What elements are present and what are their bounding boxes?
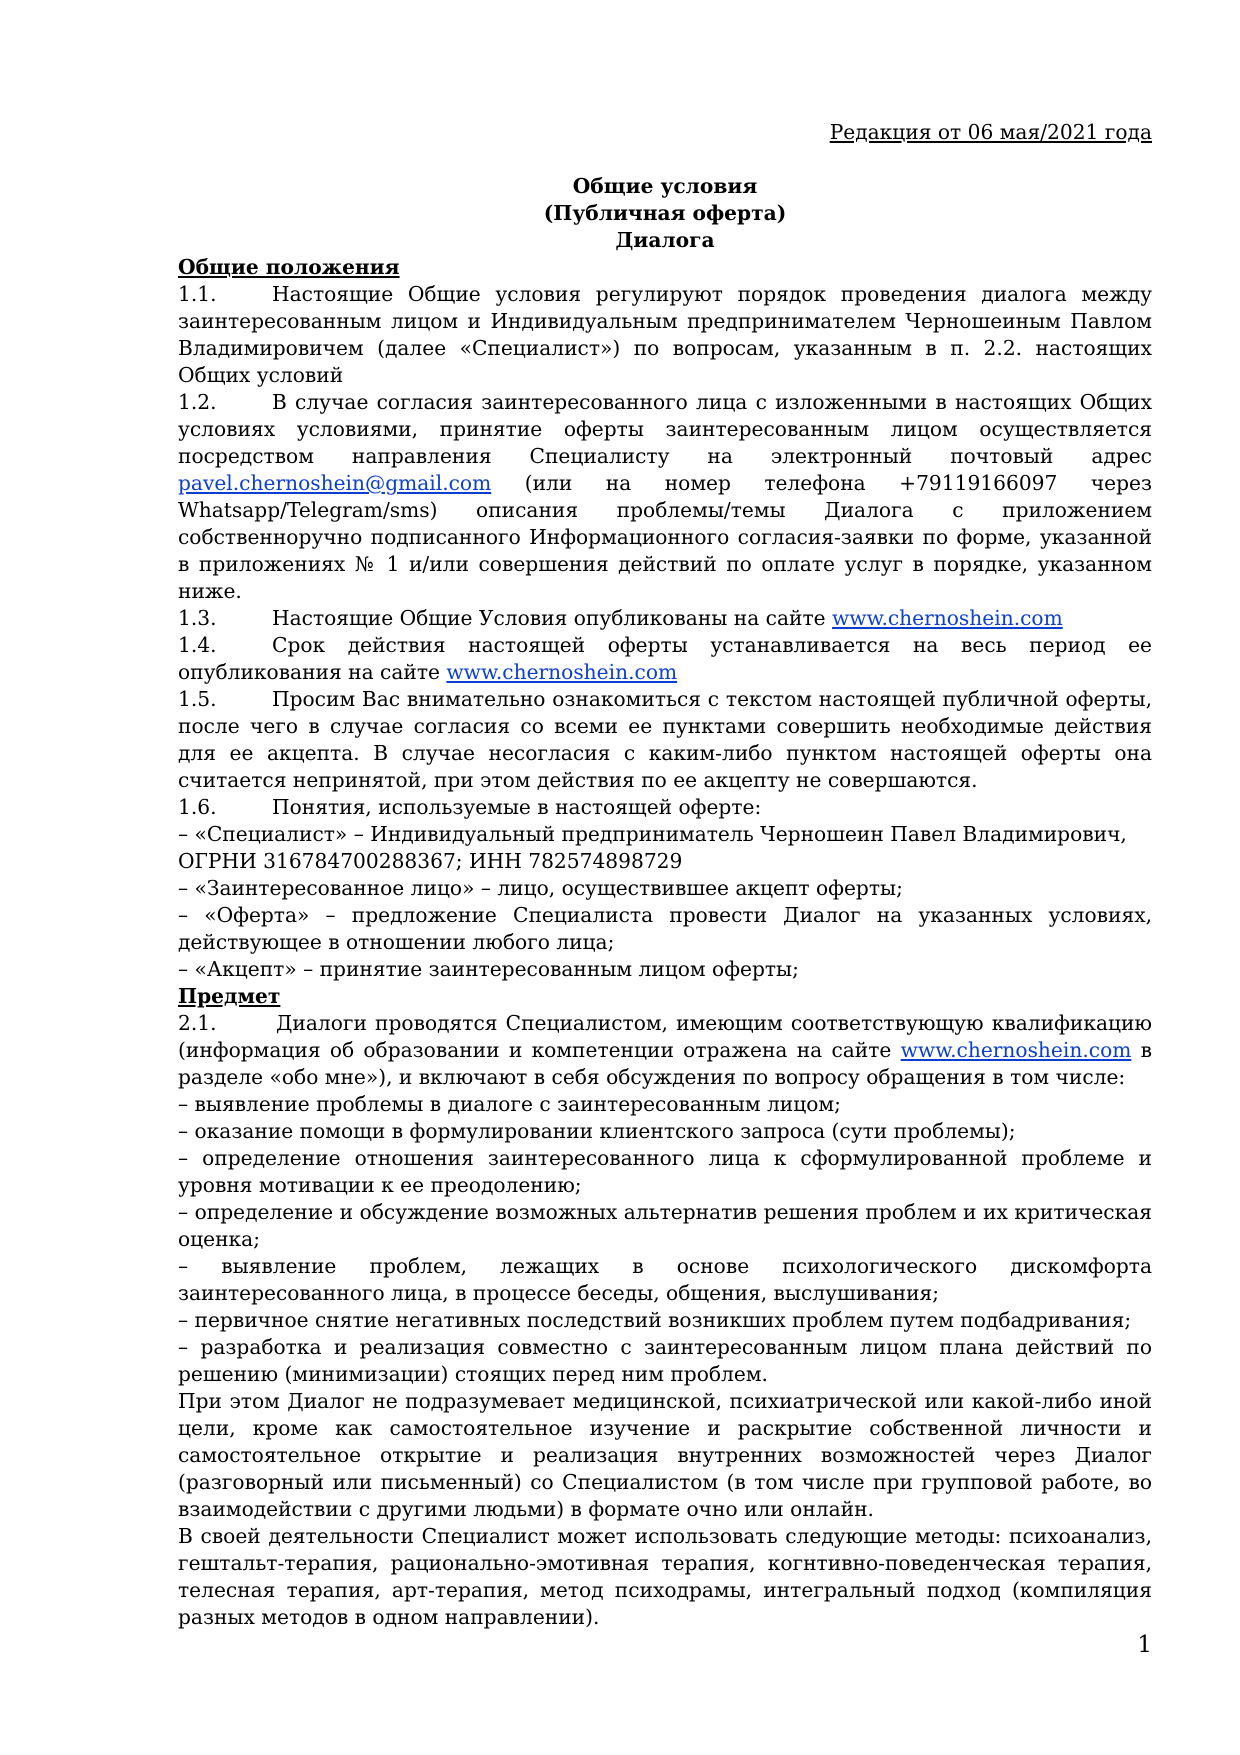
definition-acceptance: – «Акцепт» – принятие заинтересованным лицом оферты; xyxy=(178,957,799,981)
list-item: – определение и обсуждение возможных альтернатив решения проблем и их критическая оценка; xyxy=(178,1200,1152,1251)
clause-1-6: 1.6. Понятия, используемые в настоящей оферте: xyxy=(178,795,762,819)
list-item: – разработка и реализация совместно с заинтересованным лицом плана действий по решению (минимизации) стоящих перед ним проблем. xyxy=(178,1335,1152,1386)
definition-specialist-ids: ОГРНИ 316784700288367; ИНН 782574898729 xyxy=(178,849,683,873)
clause-1-4: 1.4. Срок действия настоящей оферты устанавливается на весь период ее опубликования на сайте www.chernoshein.com xyxy=(178,633,1152,684)
list-item: – оказание помощи в формулировании клиентского запроса (сути проблемы); xyxy=(178,1119,1016,1143)
definition-specialist: – «Специалист» – Индивидуальный предприниматель Черношеин Павел Владимирович, xyxy=(178,822,1127,846)
section-heading-general: Общие положения xyxy=(178,255,400,279)
clause-1-3: 1.3. Настоящие Общие Условия опубликованы на сайте www.chernoshein.com xyxy=(178,606,1063,630)
website-link[interactable]: www.chernoshein.com xyxy=(832,606,1063,630)
section-heading-subject: Предмет xyxy=(178,984,281,1008)
email-link[interactable]: pavel.chernoshein@gmail.com xyxy=(178,471,492,495)
list-item: – определение отношения заинтересованного лица к сформулированной проблеме и уровня мотивации к ее преодолению; xyxy=(178,1146,1152,1197)
website-link[interactable]: www.chernoshein.com xyxy=(446,660,678,684)
title-line-3: Диалога xyxy=(615,228,715,252)
paragraph-dialog-purpose: При этом Диалог не подразумевает медицинской, психиатрической или какой-либо иной цели, кроме как самостоятельное изучение и раскрытие собственной личности и самостоятельное открытие и реализация внутренних возможностей через Диалог (разговорный или письменный) со Специалистом (в том числе при групповой работе, во взаимодействии с другими людьми) в формате очно или онлайн. xyxy=(178,1389,1152,1521)
document-title xyxy=(178,173,1152,254)
clause-2-1: 2.1. Диалоги проводятся Специалистом, имеющим соответствующую квалификацию (информация об образовании и компетенции отражена на сайте www.chernoshein.com в разделе «обо мне»), и включают в себя обсуждения по вопросу обращения в том числе: xyxy=(178,1011,1153,1089)
definition-offer: – «Оферта» – предложение Специалиста провести Диалог на указанных условиях, действующее в отношении любого лица; xyxy=(178,903,1152,954)
list-item: – выявление проблем, лежащих в основе психологического дискомфорта заинтересованного лица, в процессе беседы, общения, выслушивания; xyxy=(178,1254,1152,1305)
clause-1-5: 1.5. Просим Вас внимательно ознакомиться с текстом настоящей публичной оферты, после чего в случае согласия со всеми ее пунктами совершить необходимые действия для ее акцепта. В случае несогласия с каким-либо пунктом настоящей оферты она считается непринятой, при этом действия по ее акцепту не совершаются. xyxy=(178,687,1152,792)
definition-interested-person: – «Заинтересованное лицо» – лицо, осуществившее акцепт оферты; xyxy=(178,876,903,900)
list-item: – выявление проблемы в диалоге с заинтересованным лицом; xyxy=(178,1092,841,1116)
website-link[interactable]: www.chernoshein.com xyxy=(900,1038,1132,1062)
paragraph-methods: В своей деятельности Специалист может использовать следующие методы: психоанализ, гештальт-терапия, рационально-эмотивная терапия, когнтивно-поведенческая терапия, телесная терапия, арт-терапия, метод психодрамы, интегральный подход (компиляция разных методов в одном направлении). xyxy=(178,1524,1152,1629)
edition-date: Редакция от 06 мая/2021 года xyxy=(829,120,1152,144)
page-number: 1 xyxy=(1137,1632,1152,1658)
title-line-2: (Публичная оферта) xyxy=(543,201,787,225)
document-body xyxy=(178,254,1152,1631)
clause-1-2: 1.2. В случае согласия заинтересованного лица с изложенными в настоящих Общих условиях условиями, принятие оферты заинтересованным лицом осуществляется посредством направления Специалисту на электронный почтовый адрес pavel.chernoshein@gmail.com (или на номер телефона +79119166097 через Whatsapp/Telegram/sms) описания проблемы/темы Диалога с приложением собственноручно подписанного Информационного согласия-заявки по форме, указанной в приложениях № 1 и/или совершения действий по оплате услуг в порядке, указанном ниже. xyxy=(178,390,1152,603)
list-item: – первичное снятие негативных последствий возникших проблем путем подбадривания; xyxy=(178,1308,1132,1332)
clause-1-1: 1.1. Настоящие Общие условия регулируют порядок проведения диалога между заинтересованным лицом и Индивидуальным предпринимателем Черношеиным Павлом Владимировичем (далее «Специалист») по вопросам, указанным в п. 2.2. настоящих Общих условий xyxy=(178,282,1152,387)
title-line-1: Общие условия xyxy=(572,174,758,198)
